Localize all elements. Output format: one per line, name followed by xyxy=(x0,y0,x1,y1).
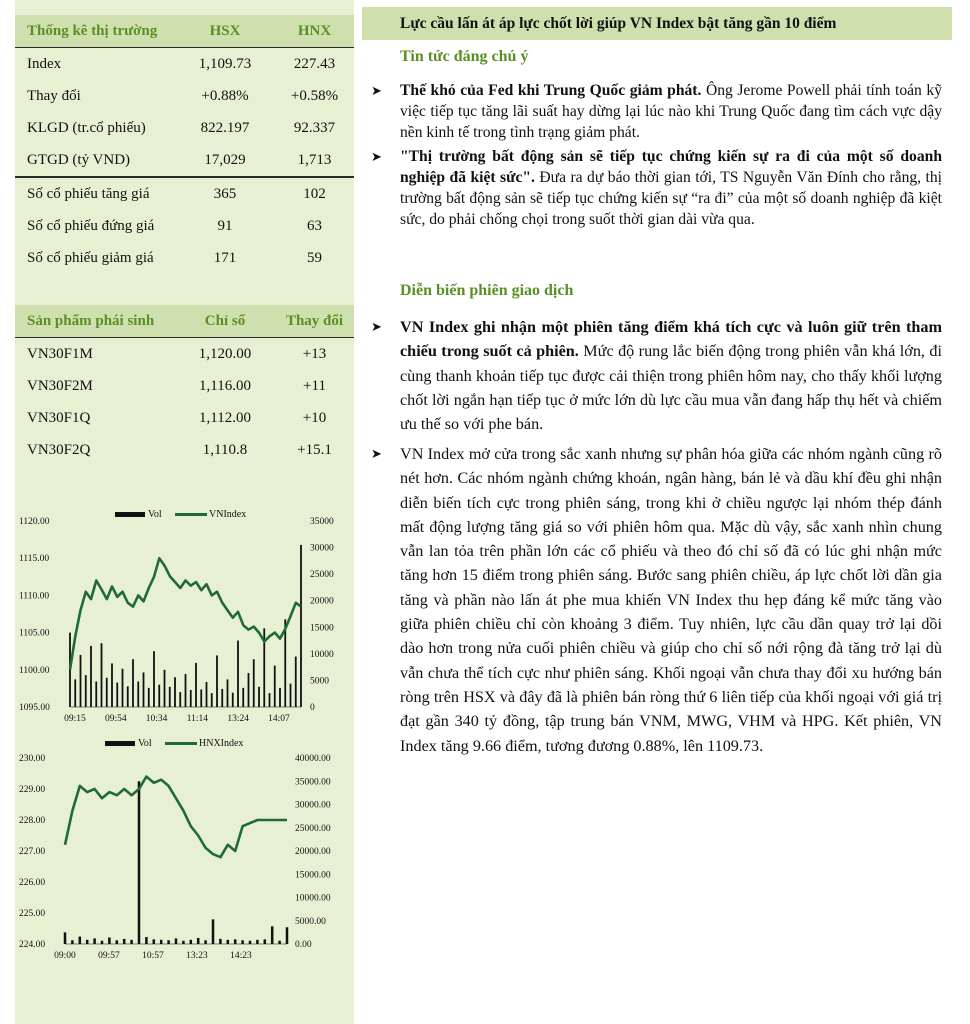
volume-bar xyxy=(242,688,244,707)
volume-bar xyxy=(137,681,139,707)
session-item-text: Mức độ rung lắc biến động trong phiên vẫn khá lớn, đi cùng thanh khoản tiếp tục được cải thiện trong phiên hôm nay, cho thấy khối lượng chốt lời ngắn hạn tiếp tục ở mức lớn dù lực cầu mua vẫn đang hấp thụ hết và chiếm ưu thế so với phe bán. xyxy=(400,342,942,434)
volume-bar xyxy=(145,937,148,944)
y-right-tick-label: 5000.00 xyxy=(295,916,326,927)
volume-bar xyxy=(122,669,124,707)
row-hsx: 822.197 xyxy=(200,119,250,136)
y-left-tick-label: 1100.00 xyxy=(19,665,50,676)
volume-bar xyxy=(204,940,207,944)
row-index: 1,116.00 xyxy=(199,377,251,394)
volume-bar xyxy=(106,678,108,707)
row-label: VN30F1Q xyxy=(27,409,91,426)
row-label: VN30F2M xyxy=(27,377,93,394)
row-change: +13 xyxy=(302,345,327,362)
y-right-tick-label: 0 xyxy=(310,703,315,713)
index-series-line xyxy=(70,558,301,670)
y-left-tick-label: 1105.00 xyxy=(19,628,50,639)
arrow-bullet-icon: ➤ xyxy=(371,83,382,98)
table-row xyxy=(15,370,354,402)
row-hnx: 63 xyxy=(307,217,322,234)
y-left-tick-label: 227.00 xyxy=(19,847,46,857)
arrow-bullet-icon: ➤ xyxy=(371,149,382,164)
volume-bar xyxy=(190,940,193,944)
x-tick-label: 14:23 xyxy=(230,951,252,961)
y-left-tick-label: 225.00 xyxy=(19,909,46,919)
y-left-tick-label: 224.00 xyxy=(19,940,46,950)
volume-bar xyxy=(279,688,281,707)
y-right-tick-label: 30000 xyxy=(310,543,334,554)
header-change: Thay đổi xyxy=(285,312,344,329)
volume-bar xyxy=(71,940,74,944)
arrow-bullet-icon: ➤ xyxy=(371,446,382,461)
table-row xyxy=(15,48,354,80)
legend-index-label: VNIndex xyxy=(209,509,247,520)
news-item-text: Đưa ra dự báo thời gian tới, TS Nguyễn Văn Đính cho rằng, thị trường bất động sản sẽ tiếp tục chứng kiến sự “ra đi” của một số doanh nghiệp đã kiệt sức, do phải chống chọi trong suốt thời gian dài vừa qua. xyxy=(400,169,942,228)
derivatives-table xyxy=(15,305,354,466)
volume-bar xyxy=(164,670,166,707)
volume-bar xyxy=(290,684,292,707)
row-hsx: +0.88% xyxy=(201,87,249,104)
y-right-tick-label: 20000.00 xyxy=(295,847,331,857)
volume-bar xyxy=(158,685,160,707)
market-stats-header xyxy=(15,15,354,48)
volume-bar xyxy=(182,941,185,944)
row-label: GTGD (tỷ VND) xyxy=(27,151,131,168)
y-left-tick-label: 229.00 xyxy=(19,785,46,795)
row-label: Số cổ phiếu tăng giá xyxy=(27,185,150,202)
volume-bar xyxy=(153,651,155,707)
volume-bar xyxy=(256,940,259,944)
volume-bar xyxy=(175,938,178,944)
volume-bar xyxy=(190,690,192,707)
table-row xyxy=(15,178,354,210)
y-left-tick-label: 230.00 xyxy=(19,754,46,764)
volume-bar xyxy=(227,679,229,707)
volume-bar xyxy=(237,641,239,707)
volume-bar xyxy=(274,666,276,707)
row-label: VN30F2Q xyxy=(27,441,91,458)
y-right-tick-label: 25000.00 xyxy=(295,823,331,834)
table-row xyxy=(15,242,354,274)
row-hnx: 102 xyxy=(303,185,326,202)
header-hnx: HNX xyxy=(297,22,332,39)
volume-bar xyxy=(160,940,163,944)
table-row xyxy=(15,402,354,434)
y-right-tick-label: 10000.00 xyxy=(295,893,331,904)
table-row xyxy=(15,80,354,112)
volume-bar xyxy=(123,939,126,944)
volume-bar xyxy=(79,937,82,944)
news-item-lead: Thế khó của Fed khi Trung Quốc giảm phát. xyxy=(400,82,702,99)
volume-bar xyxy=(101,643,103,707)
volume-bar xyxy=(86,940,89,944)
row-hsx: 91 xyxy=(217,217,233,234)
legend-vol-swatch xyxy=(105,741,135,746)
volume-bar xyxy=(295,657,297,707)
y-left-tick-label: 1120.00 xyxy=(19,517,50,527)
volume-bar xyxy=(253,659,255,707)
header-product: Sản phẩm phái sinh xyxy=(27,312,155,329)
x-tick-label: 09:00 xyxy=(54,951,76,961)
session-item-text: VN Index mở cửa trong sắc xanh nhưng sự phân hóa giữa các nhóm ngành cũng rõ nét hơn. Các nhóm ngành chứng khoán, ngân hàng, bán lẻ và dầu khí đều ghi nhận diễn biến tích cực trong phiên sáng, trong khi ở chiều ngược lại nhóm thép đánh mất động lượng tăng giá so với phiên hôm qua. Mặc dù vậy, sắc xanh nhìn chung vẫn lan tỏa trên phần lớn các cổ phiếu và theo đó chỉ số đã có lúc ghi nhận mức tăng hơn 15 điểm trong phiên sáng. Bước sang phiên chiều, áp lực chốt lời dần gia tăng và phần nào lấn át phe mua khiến VN Index thu hẹp đáng kể mức tăng vào giữa phiên chiều chỉ còn khoảng 3 điểm. Tuy nhiên, lực cầu dần quay trở lại dồi dào hơn trong nửa cuối phiên chiều và giúp cho chỉ số nới rộng đà tăng trở lại dù vẫn chưa thể tích cực như phiên sáng. Khối ngoại vẫn chưa thay đổi xu hướng bán ròng trên HSX và đây đã là phiên bán ròng thứ 6 liên tiếp của khối ngoại với giá trị đạt gần 340 tỷ đồng, tập trung bán VNM, MWG, VHM và HPG. Kết phiên, VN Index tăng 9.66 điểm, tương đương 0.88%, lên 1109.73. xyxy=(400,445,942,755)
volume-bar xyxy=(269,693,271,707)
row-label: Số cổ phiếu đứng giá xyxy=(27,217,155,234)
y-right-tick-label: 15000 xyxy=(310,623,334,634)
derivatives-header xyxy=(15,305,354,338)
row-label: Index xyxy=(27,55,62,72)
market-sidebar xyxy=(15,0,354,1024)
row-change: +10 xyxy=(302,409,327,426)
volume-bar xyxy=(116,683,118,707)
row-hnx: 92.337 xyxy=(293,119,336,136)
volume-bar xyxy=(95,681,97,707)
row-hnx: 59 xyxy=(307,249,322,266)
row-index: 1,120.00 xyxy=(198,345,252,362)
volume-bar xyxy=(179,692,181,707)
x-tick-label: 09:57 xyxy=(98,951,120,961)
x-tick-label: 13:23 xyxy=(186,951,208,961)
y-right-tick-label: 30000.00 xyxy=(295,800,331,811)
row-change: +15.1 xyxy=(297,441,332,458)
x-tick-label: 10:57 xyxy=(142,951,164,961)
row-hsx: 17,029 xyxy=(204,151,246,168)
volume-bar xyxy=(248,673,250,707)
legend-index-label: HNXIndex xyxy=(199,738,244,749)
volume-bar xyxy=(211,693,213,707)
volume-bar xyxy=(212,919,215,944)
volume-bar xyxy=(74,679,76,707)
row-label: KLGD (tr.cổ phiếu) xyxy=(27,119,146,136)
row-change: +11 xyxy=(303,377,326,394)
vnindex-chart-svg xyxy=(15,500,354,728)
legend-vol-swatch xyxy=(115,512,145,517)
volume-bar xyxy=(80,655,82,707)
volume-bar xyxy=(221,689,223,707)
header-hsx: HSX xyxy=(209,22,241,39)
row-label: Số cổ phiếu giảm giá xyxy=(27,249,154,266)
volume-bar xyxy=(169,687,171,707)
volume-bar xyxy=(153,939,156,944)
y-right-tick-label: 35000.00 xyxy=(295,777,331,788)
x-tick-label: 13:24 xyxy=(227,714,250,724)
row-label: VN30F1M xyxy=(27,345,93,362)
volume-bar xyxy=(258,687,260,707)
volume-bar xyxy=(200,689,202,707)
volume-bar xyxy=(64,932,67,944)
volume-bar xyxy=(241,940,244,944)
volume-bar xyxy=(174,677,176,707)
table-row xyxy=(15,210,354,242)
volume-bar xyxy=(286,927,289,944)
y-right-tick-label: 5000 xyxy=(310,676,329,687)
arrow-bullet-icon: ➤ xyxy=(371,319,382,334)
y-right-tick-label: 35000 xyxy=(310,517,334,527)
x-tick-label: 14:07 xyxy=(268,714,290,724)
x-tick-label: 11:14 xyxy=(186,714,209,724)
volume-bar xyxy=(108,937,111,944)
volume-bar xyxy=(206,682,208,707)
header-index: Chỉ số xyxy=(204,312,246,329)
vnindex-chart xyxy=(15,500,354,728)
volume-bar xyxy=(185,674,187,707)
y-right-tick-label: 20000 xyxy=(310,596,334,607)
y-left-tick-label: 1110.00 xyxy=(19,591,50,602)
hnxindex-chart xyxy=(15,732,354,967)
legend-vol-label: Vol xyxy=(148,509,162,520)
y-right-tick-label: 0.00 xyxy=(295,940,312,950)
table-row xyxy=(15,434,354,466)
volume-bar xyxy=(197,938,200,944)
row-hsx: 365 xyxy=(213,185,237,202)
volume-bar xyxy=(111,663,113,707)
header-label: Thống kê thị trường xyxy=(27,22,158,39)
volume-bar xyxy=(148,688,150,707)
volume-bar xyxy=(219,939,222,944)
row-hsx: 171 xyxy=(213,249,237,266)
table-row xyxy=(15,338,354,370)
y-left-tick-label: 228.00 xyxy=(19,816,46,826)
table-row xyxy=(15,144,354,178)
news-item-text: Ông Jerome Powell phải tính toán kỹ việc tiếp tục tăng lãi suất hay dừng lại lúc nào khi Trung Quốc đang tìm cách vực dậy nền kinh tế trong tình trạng giảm phát. xyxy=(400,82,942,141)
row-hsx: 1,109.73 xyxy=(198,55,252,72)
volume-bar xyxy=(249,941,252,944)
volume-bar xyxy=(116,940,119,944)
session-section-title: Diễn biến phiên giao dịch xyxy=(400,282,574,299)
y-left-tick-label: 226.00 xyxy=(19,878,46,888)
article-headline: Lực cầu lấn át áp lực chốt lời giúp VN Index bật tăng gần 10 điểm xyxy=(362,7,952,40)
row-hnx: 227.43 xyxy=(293,55,336,72)
y-right-tick-label: 10000 xyxy=(310,649,334,660)
row-index: 1,112.00 xyxy=(199,409,251,426)
volume-bar xyxy=(300,545,302,707)
y-right-tick-label: 40000.00 xyxy=(295,754,331,764)
volume-bar xyxy=(93,938,96,944)
volume-bar xyxy=(127,686,129,707)
legend-vol-label: Vol xyxy=(138,738,152,749)
volume-bar xyxy=(216,655,218,707)
news-item xyxy=(362,146,942,230)
volume-bar xyxy=(143,672,145,707)
news-section-title: Tin tức đáng chú ý xyxy=(400,48,529,65)
row-hnx: +0.58% xyxy=(290,87,339,104)
session-item xyxy=(362,442,942,758)
volume-bar xyxy=(85,675,87,707)
volume-bar xyxy=(278,941,281,944)
volume-bar xyxy=(90,646,92,707)
x-tick-label: 09:15 xyxy=(64,714,86,724)
news-item xyxy=(362,80,942,143)
hnxindex-chart-svg xyxy=(15,732,354,967)
volume-bar xyxy=(234,939,237,944)
market-stats-table xyxy=(15,15,354,274)
table-row xyxy=(15,112,354,144)
volume-bar xyxy=(167,940,170,944)
volume-bar xyxy=(271,926,274,944)
row-index: 1,110.8 xyxy=(202,441,248,458)
volume-bar xyxy=(130,940,133,944)
y-left-tick-label: 1115.00 xyxy=(19,554,50,565)
news-item-lead: "Thị trường bất động sản sẽ tiếp tục chứng kiến sự ra đi của một số doanh nghiệp đã kiệt sức". xyxy=(400,148,942,186)
session-item-lead: VN Index ghi nhận một phiên tăng điểm khá tích cực và luôn giữ trên tham chiếu trong suốt cả phiên. xyxy=(400,318,942,361)
y-left-tick-label: 1095.00 xyxy=(19,703,50,713)
y-right-tick-label: 15000.00 xyxy=(295,870,331,881)
volume-bar xyxy=(195,663,197,707)
volume-bar xyxy=(101,941,104,944)
y-right-tick-label: 25000 xyxy=(310,570,334,581)
row-hnx: 1,713 xyxy=(297,151,332,168)
volume-bar xyxy=(232,693,234,707)
x-tick-label: 09:54 xyxy=(104,714,127,724)
volume-bar xyxy=(138,781,141,944)
volume-bar xyxy=(132,659,134,707)
volume-bar xyxy=(264,939,267,944)
volume-bar xyxy=(227,940,230,944)
x-tick-label: 10:34 xyxy=(145,714,168,724)
row-label: Thay đổi xyxy=(27,87,81,104)
session-item xyxy=(362,315,942,436)
index-series-line xyxy=(65,777,287,858)
